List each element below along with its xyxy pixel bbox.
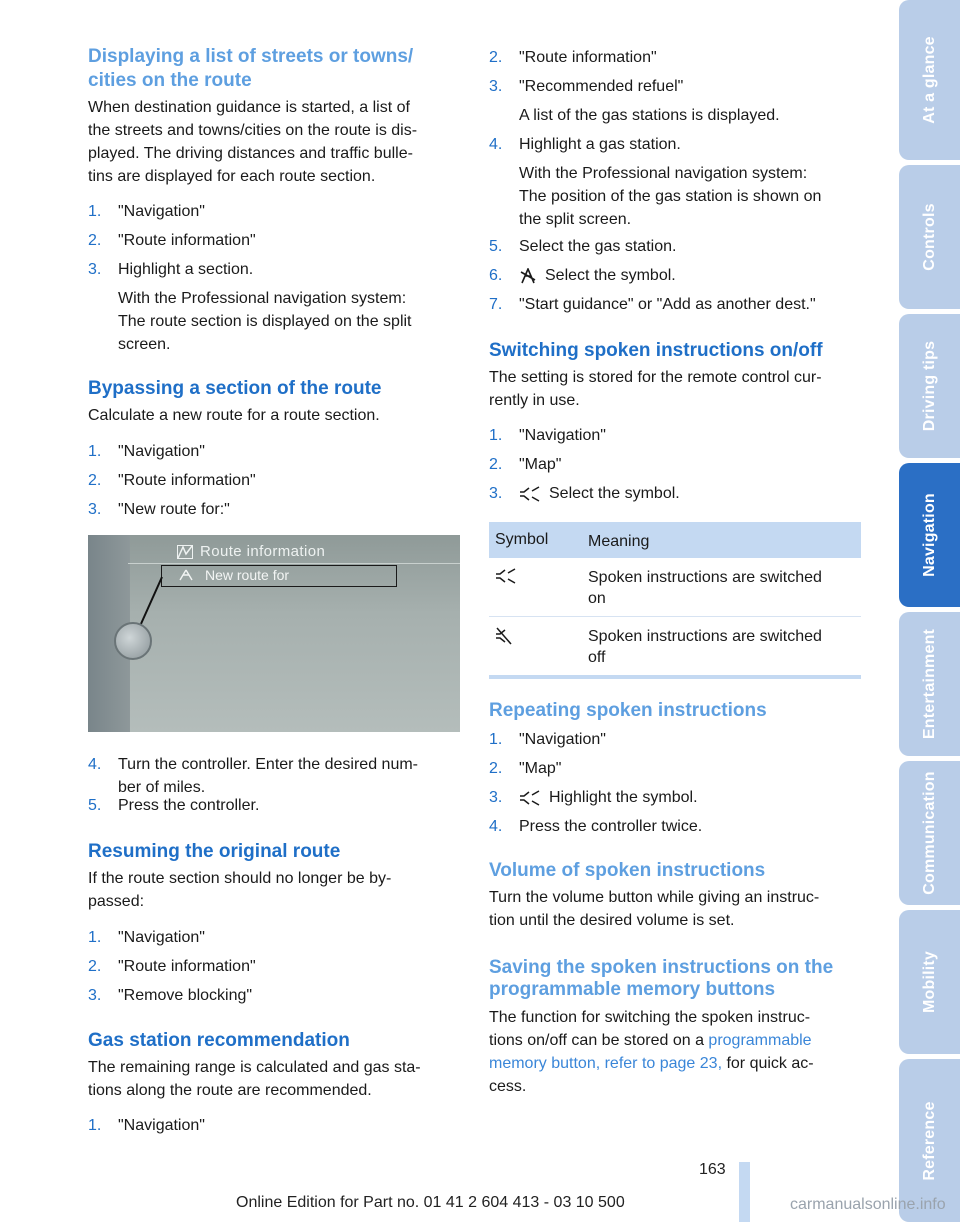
step-number: 1. [88,929,102,946]
paragraph-line: cess. [489,1078,527,1095]
paragraph-line [489,1030,812,1053]
step-number: 3. [88,987,102,1004]
step-number: 5. [489,238,503,255]
table-header [489,522,861,558]
step-text-with-icon [519,787,864,810]
section-title-saving-cont: programmable memory buttons [489,979,776,1000]
chapter-tabs [899,0,960,1222]
step-text: "Route information" [118,472,256,489]
step-text: Select the symbol. [545,267,676,284]
paragraph-line [489,1053,814,1076]
step-text: "Remove blocking" [118,987,253,1004]
meaning-line: on [588,590,606,607]
step-text-with-icon [519,265,864,288]
watermark: carmanualsonline.info [790,1196,946,1213]
column-header-meaning: Meaning [588,533,650,550]
meaning-line: Spoken instructions are switched [588,628,822,645]
step-number: 2. [489,456,503,473]
step-number: 3. [88,261,102,278]
new-route-label: New route for [205,567,290,583]
step-note: screen. [118,336,171,353]
step-number: 2. [489,760,503,777]
step-text: "Route information" [118,958,256,975]
meaning-line: Spoken instructions are switched [588,569,822,586]
step-text: "Start guidance" or "Add as another dest." [519,296,816,313]
table-row [489,617,861,675]
step-number: 4. [489,818,503,835]
section-title-saving: Saving the spoken instructions on the [489,957,834,978]
step-number: 7. [489,296,503,313]
column-header-symbol: Symbol [495,531,549,548]
step-note: The position of the gas station is shown on [519,188,822,205]
speaker-on-icon [495,568,517,584]
step-note: the split screen. [519,211,632,228]
section-title-volume: Volume of spoken instructions [489,860,766,881]
step-text: "Navigation" [118,203,205,220]
paragraph-line: If the route section should no longer be by- [88,870,392,887]
tab-driving-tips[interactable] [899,314,960,458]
paragraph-line: tion until the desired volume is set. [489,912,735,929]
tab-at-a-glance[interactable] [899,0,960,160]
figure-title: Route information [200,543,326,560]
tab-label: Controls [920,203,938,271]
step-number: 6. [489,267,503,284]
step-number: 3. [489,789,503,806]
step-text: Select the gas station. [519,238,677,255]
step-note: A list of the gas stations is displayed. [519,107,780,124]
tab-label: At a glance [920,36,938,124]
tab-navigation[interactable] [899,463,960,607]
section-title-street-list-cont: cities on the route [88,70,252,91]
destination-flag-icon [519,268,537,284]
paragraph-text: for quick ac- [722,1055,814,1072]
table-row [489,558,861,617]
paragraph-line: The remaining range is calculated and gas sta- [88,1059,421,1076]
section-title-bypass: Bypassing a section of the route [88,378,382,399]
step-text: "Route information" [519,49,657,66]
step-text: Highlight a gas station. [519,136,681,153]
step-number: 2. [489,49,503,66]
step-text: Press the controller. [118,797,260,814]
tab-label: Driving tips [920,340,938,432]
table-bottom-rule [489,675,861,679]
step-number: 1. [88,443,102,460]
tab-label: Reference [920,1100,938,1181]
step-text: "Navigation" [519,427,606,444]
step-number: 1. [88,203,102,220]
step-number: 1. [88,1117,102,1134]
paragraph-line: Turn the volume button while giving an instruc- [489,889,820,906]
section-title-resume: Resuming the original route [88,841,341,862]
paragraph-line: When destination guidance is started, a list of [88,99,410,116]
tab-label: Navigation [920,493,938,577]
table-cell-meaning [588,567,858,609]
section-title-spoken-instructions: Switching spoken instructions on/off [489,340,823,361]
tab-communication[interactable] [899,761,960,905]
idrive-screen-figure [88,535,460,732]
speaker-on-icon [519,790,541,806]
page-number-bar [739,1162,750,1222]
footer-text: Online Edition for Part no. 01 41 2 604 413 - 03 10 500 [236,1194,625,1211]
tab-label: Mobility [920,950,938,1014]
paragraph-line: passed: [88,893,145,910]
step-text: Select the symbol. [549,485,680,502]
speaker-off-icon [495,627,517,645]
step-text: Highlight the symbol. [549,789,698,806]
meaning-line: off [588,649,606,666]
step-number: 3. [489,485,503,502]
paragraph-line: tins are displayed for each route section. [88,168,376,185]
tab-label: Communication [920,771,938,895]
step-number: 2. [88,958,102,975]
step-text: "Navigation" [118,1117,205,1134]
tab-label: Entertainment [920,628,938,740]
step-text: "New route for:" [118,501,230,518]
step-number: 5. [88,797,102,814]
step-number: 4. [88,756,102,773]
step-text-cont: ber of miles. [118,779,206,796]
step-text: "Recommended refuel" [519,78,684,95]
paragraph-line: The setting is stored for the remote control cur- [489,369,822,386]
tab-entertainment[interactable] [899,612,960,756]
paragraph-line: rently in use. [489,392,580,409]
paragraph-line: tions along the route are recommended. [88,1082,372,1099]
section-title-gas-station: Gas station recommendation [88,1030,350,1051]
step-number: 1. [489,731,503,748]
speaker-on-icon [519,486,541,502]
paragraph-line: Calculate a new route for a route section. [88,407,380,424]
step-text: Press the controller twice. [519,818,703,835]
step-number: 3. [489,78,503,95]
step-number: 2. [88,472,102,489]
step-text: Highlight a section. [118,261,254,278]
step-text: "Map" [519,760,562,777]
step-number: 2. [88,232,102,249]
step-note: With the Professional navigation system: [118,290,407,307]
step-number: 4. [489,136,503,153]
tab-mobility[interactable] [899,910,960,1054]
step-text: "Map" [519,456,562,473]
step-text: "Navigation" [118,443,205,460]
step-number: 3. [88,501,102,518]
step-text: "Navigation" [519,731,606,748]
step-number: 1. [489,427,503,444]
section-title-street-list: Displaying a list of streets or towns/ [88,46,414,67]
paragraph-text: tions on/off can be stored on a [489,1032,709,1049]
paragraph-line: played. The driving distances and traffic bulle- [88,145,413,162]
page-number: 163 [699,1161,726,1178]
step-text: "Route information" [118,232,256,249]
paragraph-line: the streets and towns/cities on the route is dis- [88,122,418,139]
controller-icon [114,622,152,660]
page-23-link[interactable]: memory button, refer to page 23, [489,1055,723,1072]
step-text-with-icon [519,483,864,506]
step-text: Turn the controller. Enter the desired num- [118,756,418,773]
section-title-repeat: Repeating spoken instructions [489,700,767,721]
step-text: "Navigation" [118,929,205,946]
paragraph-line: The function for switching the spoken instruc- [489,1009,811,1026]
programmable-memory-link[interactable]: programmable [708,1032,812,1049]
table-cell-meaning [588,626,858,668]
tab-controls[interactable] [899,165,960,309]
step-note: The route section is displayed on the split [118,313,412,330]
step-note: With the Professional navigation system: [519,165,808,182]
